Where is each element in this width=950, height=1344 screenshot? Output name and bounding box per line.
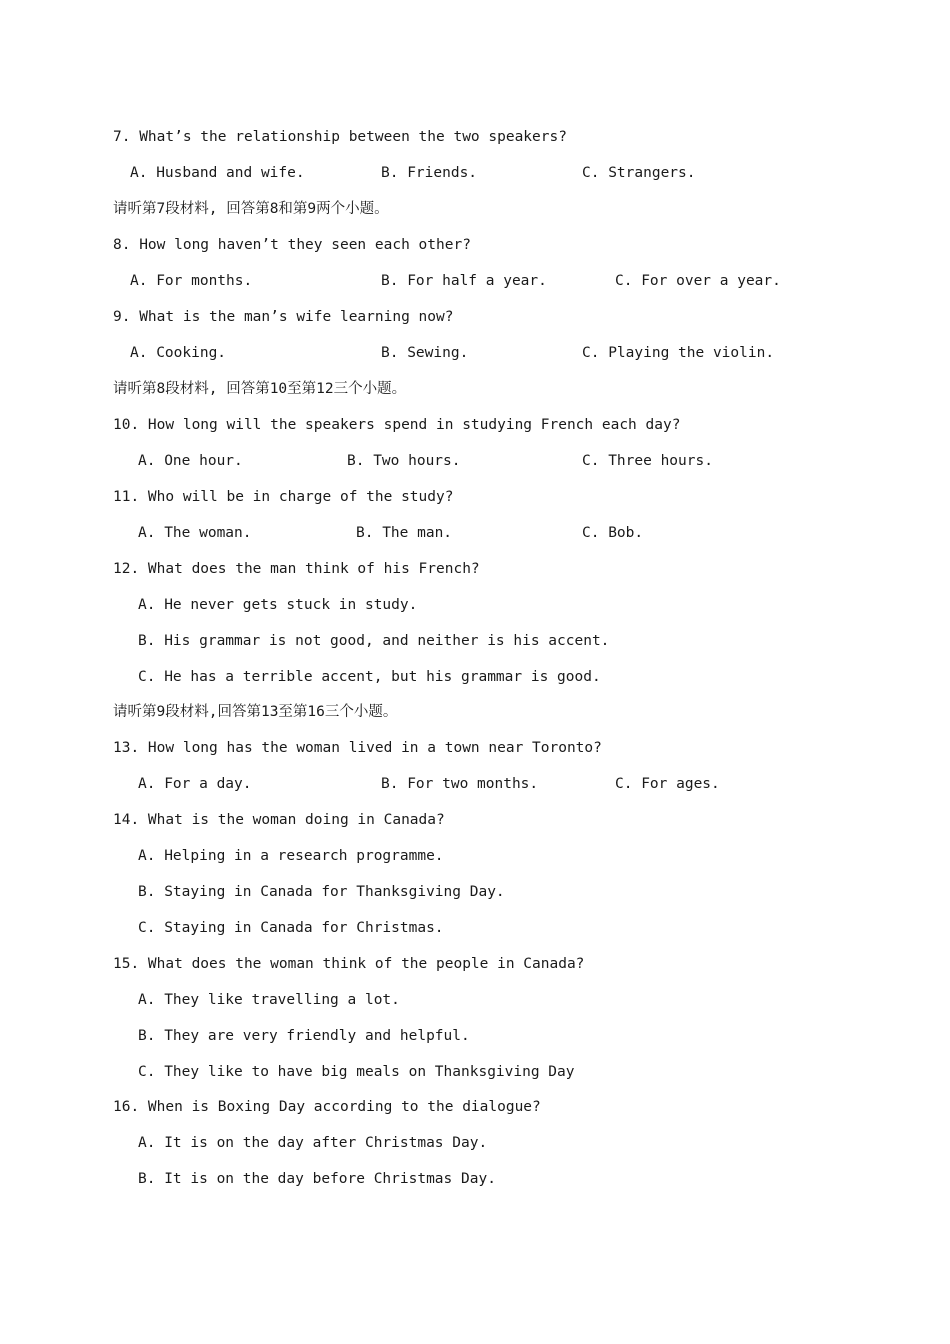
section-instruction-8: 请听第8段材料, 回答第10至第12三个小题。 — [113, 381, 407, 397]
question-15: 15. What does the woman think of the people in Canada? — [113, 956, 585, 972]
q11-option-c: C. Bob. — [582, 525, 644, 541]
q13-option-c: C. For ages. — [615, 776, 720, 792]
q13-option-b: B. For two months. — [381, 776, 539, 792]
q15-option-a: A. They like travelling a lot. — [138, 992, 400, 1008]
q16-option-a: A. It is on the day after Christmas Day. — [138, 1135, 488, 1151]
q8-option-a: A. For months. — [130, 273, 253, 289]
q11-option-b: B. The man. — [356, 525, 453, 541]
q7-option-b: B. Friends. — [381, 165, 478, 181]
q11-option-a: A. The woman. — [138, 525, 252, 541]
question-16: 16. When is Boxing Day according to the dialogue? — [113, 1099, 541, 1115]
q13-option-a: A. For a day. — [138, 776, 252, 792]
q14-option-a: A. Helping in a research programme. — [138, 848, 444, 864]
q12-option-c: C. He has a terrible accent, but his grammar is good. — [138, 669, 601, 685]
q16-option-b: B. It is on the day before Christmas Day. — [138, 1171, 496, 1187]
question-10: 10. How long will the speakers spend in studying French each day? — [113, 417, 681, 433]
q7-option-a: A. Husband and wife. — [130, 165, 305, 181]
q14-option-c: C. Staying in Canada for Christmas. — [138, 920, 444, 936]
q12-option-a: A. He never gets stuck in study. — [138, 597, 418, 613]
q10-option-b: B. Two hours. — [347, 453, 461, 469]
q15-option-b: B. They are very friendly and helpful. — [138, 1028, 470, 1044]
q9-option-c: C. Playing the violin. — [582, 345, 775, 361]
question-13: 13. How long has the woman lived in a town near Toronto? — [113, 740, 602, 756]
question-7: 7. What’s the relationship between the two speakers? — [113, 129, 567, 145]
q12-option-b: B. His grammar is not good, and neither is his accent. — [138, 633, 610, 649]
section-instruction-7: 请听第7段材料, 回答第8和第9两个小题。 — [113, 201, 389, 217]
q9-option-b: B. Sewing. — [381, 345, 469, 361]
q7-option-c: C. Strangers. — [582, 165, 696, 181]
question-14: 14. What is the woman doing in Canada? — [113, 812, 445, 828]
q15-option-c: C. They like to have big meals on Thanksgiving Day — [138, 1064, 575, 1080]
question-11: 11. Who will be in charge of the study? — [113, 489, 454, 505]
q10-option-c: C. Three hours. — [582, 453, 713, 469]
question-9: 9. What is the man’s wife learning now? — [113, 309, 454, 325]
section-instruction-9: 请听第9段材料,回答第13至第16三个小题。 — [113, 704, 398, 720]
q14-option-b: B. Staying in Canada for Thanksgiving Day. — [138, 884, 505, 900]
q8-option-b: B. For half a year. — [381, 273, 547, 289]
q8-option-c: C. For over a year. — [615, 273, 781, 289]
q9-option-a: A. Cooking. — [130, 345, 227, 361]
question-12: 12. What does the man think of his French? — [113, 561, 480, 577]
question-8: 8. How long haven’t they seen each other? — [113, 237, 471, 253]
q10-option-a: A. One hour. — [138, 453, 243, 469]
